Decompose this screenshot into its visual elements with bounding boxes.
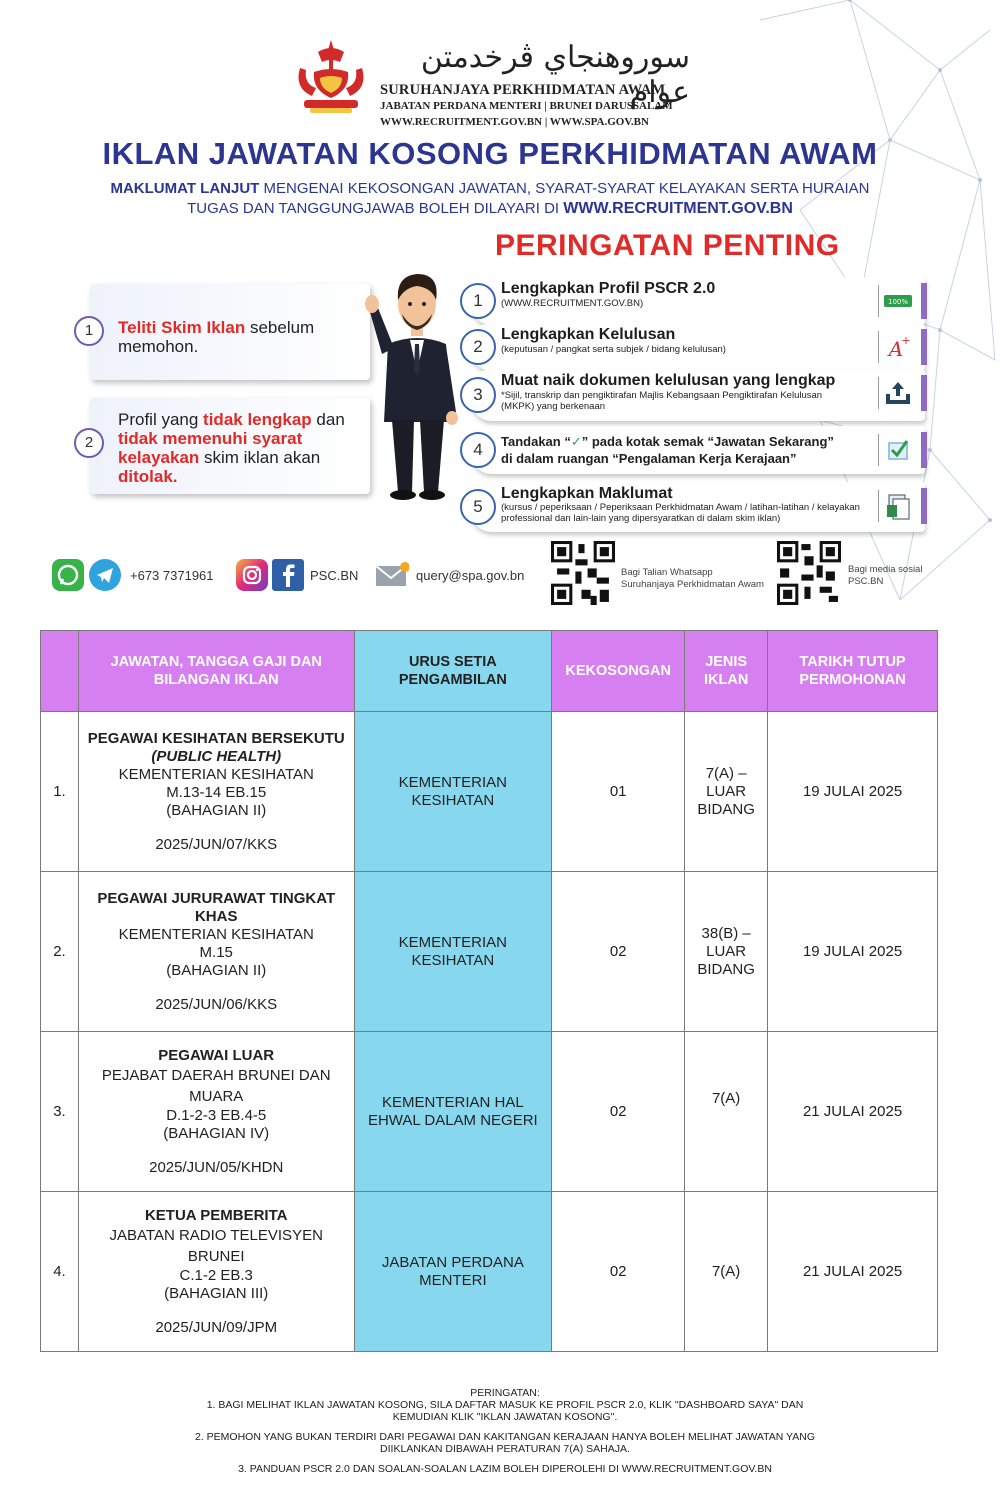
row-number: 3. [41,1032,79,1192]
info-line-1-text: MENGENAI KEKOSONGAN JAWATAN, SYARAT-SYARAT KELAYAKAN SERTA HURAIAN [259,180,870,197]
position-ministry: PEJABAT DAERAH BRUNEI DAN MUARA [101,1066,331,1105]
row-number: 2. [41,872,79,1032]
position-title-italic: (PUBLIC HEALTH) [151,747,282,765]
grade-a-plus-icon [883,332,913,362]
tarikh-tutup-cell: 21 JULAI 2025 [768,1032,938,1192]
position-ministry: KEMENTERIAN KESIHATAN [118,765,314,783]
progress-icon-label: 100% [887,298,909,306]
step-accent-bar [921,488,927,524]
jenis-iklan-cell: 7(A) [685,1032,768,1192]
header-jawatan: JAWATAN, TANGGA GAJI DAN BILANGAN IKLAN [78,631,354,712]
jenis-iklan-cell [685,872,768,1032]
step-title-b: ” pada kotak semak “Jawatan Sekarang” [581,434,834,449]
social-handle[interactable]: PSC.BN [310,568,359,583]
check-icon: ✓ [570,434,582,449]
notes-heading: PERINGATAN: [470,1387,540,1399]
step-number: 1 [460,283,496,319]
step-title-line2: di dalam ruangan “Pengalaman Kerja Kerajaan” [501,451,797,466]
tip-card-2 [84,398,370,494]
step-subtitle: (WWW.RECRUITMENT.GOV.BN) [501,298,644,309]
tip-plain: Profil yang [118,410,204,429]
recruitment-url[interactable]: WWW.RECRUITMENT.GOV.BN [563,200,793,217]
ad-reference: 2025/JUN/07/KKS [155,835,278,853]
tip-number: 1 [74,316,104,346]
tip-text [118,410,363,486]
qr-caption-line: PSC.BN [848,576,884,587]
header-urus-setia: URUS SETIA PENGAMBILAN [354,631,552,712]
header-kekosongan: KEKOSONGAN [552,631,685,712]
step-3 [470,369,925,421]
position-cell [78,1192,354,1352]
tip-number: 2 [74,428,104,458]
qr-caption-line: Suruhanjaya Perkhidmatan Awam [621,579,764,590]
position-title [85,1207,348,1225]
step-5 [470,482,925,532]
tip-plain: dan [311,410,345,429]
step-number: 2 [460,329,496,365]
position-title [85,890,348,926]
email-glyph [375,561,409,589]
table-row [41,712,938,872]
telegram-icon[interactable] [89,559,121,591]
step-divider [878,285,879,317]
step-subtitle: *Sijil, transkrip dan pengiktirafan Majlis Kebangsaan Pengiktirafan Kelulusan (MKPK) yang berkenaan [501,390,823,412]
step-title [501,434,834,450]
jenis-iklan-cell [685,712,768,872]
urus-setia-cell: KEMENTERIAN HAL EHWAL DALAM NEGERI [354,1032,552,1192]
ad-reference: 2025/JUN/06/KKS [155,995,278,1013]
step-title: Lengkapkan Profil PSCR 2.0 [501,280,716,297]
step-1 [470,277,925,325]
vacancy-table [40,630,938,1352]
salary-scale: M.13-14 EB.15 [166,783,267,801]
footer-notes [100,1387,910,1483]
step-accent-bar [921,432,927,468]
position-title-text: PEGAWAI LUAR [158,1046,275,1064]
social-qr-code[interactable] [777,541,841,605]
email-icon[interactable] [375,561,409,589]
division: (BAHAGIAN IV) [163,1124,270,1142]
position-ministry: JABATAN RADIO TELEVISYEN BRUNEI [109,1226,323,1265]
facebook-icon[interactable] [272,559,304,591]
note-item: 1. BAGI MELIHAT IKLAN JAWATAN KOSONG, SILA DAFTAR MASUK KE PROFIL PSCR 2.0, KLIK "DASHBOARD SAYA" DAN KEMUDIAN KLIK "IKLAN JAWATAN KOSONG". [206,1399,804,1423]
urus-setia-cell: KEMENTERIAN KESIHATAN [354,712,552,872]
jenis-iklan-text: 38(B) – LUAR BIDANG [697,924,755,978]
salary-scale: M.15 [199,943,233,961]
phone-number[interactable]: +673 7371961 [130,568,214,583]
grade-icon-label: A [888,337,904,361]
brunei-crest-icon [290,38,372,116]
step-title: Lengkapkan Kelulusan [501,326,676,343]
ad-reference: 2025/JUN/05/KHDN [149,1158,284,1176]
step-title: Lengkapkan Maklumat [501,485,673,502]
documents-stack-icon [883,491,913,521]
info-line-2 [0,200,980,218]
org-name: SURUHANJAYA PERKHIDMATAN AWAM [380,82,666,98]
division: (BAHAGIAN III) [164,1284,269,1302]
position-title [85,1047,348,1065]
salary-scale: D.1-2-3 EB.4-5 [166,1106,267,1124]
whatsapp-glyph [52,559,84,591]
whatsapp-qr-code[interactable] [551,541,615,605]
step-4 [470,426,925,474]
tip-highlight: Teliti Skim Iklan [118,318,246,337]
position-ministry: KEMENTERIAN KESIHATAN [118,925,314,943]
step-title-a: Tandakan “ [501,434,571,449]
step-number: 3 [460,377,496,413]
step-subtitle: (keputusan / pangkat serta subjek / bidang kelulusan) [501,344,726,355]
businessman-illustration [360,262,475,502]
qr-whatsapp-caption [621,567,764,591]
step-divider [878,377,879,409]
position-title-text: PEGAWAI JURURAWAT TINGKAT KHAS [97,889,336,925]
qr-caption-line: Bagi media sosial [848,564,923,575]
step-number: 4 [460,432,496,468]
step-divider [878,331,879,363]
jawi-title: سوروهنجاي ڤرخدمتن عوام [420,40,690,110]
instagram-glyph [236,559,268,591]
info-bold-lead: MAKLUMAT LANJUT [110,180,260,197]
tarikh-tutup-cell: 19 JULAI 2025 [768,872,938,1032]
step-2 [470,323,925,371]
position-title [85,730,348,766]
tarikh-tutup-cell: 21 JULAI 2025 [768,1192,938,1352]
telegram-glyph [89,559,121,591]
websites-line: WWW.RECRUITMENT.GOV.BN | WWW.SPA.GOV.BN [380,116,649,128]
grade-plus: + [901,334,911,347]
tip-text [118,318,363,356]
step-subtitle: (kursus / peperiksaan / Peperiksaan Perkhidmatan Awam / latihan-latihan / kelayakan professional dan lain-lain yang dipersyaratkan di dalam skim iklan) [501,502,860,524]
step-accent-bar [921,283,927,319]
position-cell [78,712,354,872]
row-number: 1. [41,712,79,872]
table-row [41,1192,938,1352]
position-title-text: KETUA PEMBERITA [144,1206,288,1224]
division: (BAHAGIAN II) [166,961,267,979]
table-header-row [41,631,938,712]
salary-scale: C.1-2 EB.3 [179,1266,253,1284]
poster-header [0,0,1000,625]
step-accent-bar [921,375,927,411]
tarikh-tutup-cell: 19 JULAI 2025 [768,712,938,872]
urus-setia-cell: JABATAN PERDANA MENTERI [354,1192,552,1352]
tip-card-1 [84,284,370,380]
tip-highlight: tidak memenuhi syarat kelayakan [118,429,303,467]
upload-tray-icon [883,378,913,408]
step-title: Muat naik dokumen kelulusan yang lengkap [501,372,836,389]
progress-100-icon [883,286,913,316]
department-line: JABATAN PERDANA MENTERI | BRUNEI DARUSSALAM [380,100,673,112]
step-divider [878,490,879,522]
tip-highlight: tidak lengkap [203,410,312,429]
position-cell [78,872,354,1032]
note-item: 2. PEMOHON YANG BUKAN TERDIRI DARI PEGAWAI DAN KAKITANGAN KERAJAAN HANYA BOLEH MELIHAT JAWATAN YANG DIIKLANKAN DIBAWAH PERATURAN 7(A) SAHAJA. [194,1431,815,1455]
kekosongan-cell: 02 [552,872,685,1032]
division: (BAHAGIAN II) [166,801,267,819]
row-number: 4. [41,1192,79,1352]
instagram-icon[interactable] [236,559,268,591]
kekosongan-cell: 02 [552,1032,685,1192]
step-number: 5 [460,489,496,525]
position-cell [78,1032,354,1192]
ad-reference: 2025/JUN/09/JPM [155,1318,278,1336]
info-line-2-text: TUGAS DAN TANGGUNGJAWAB BOLEH DILAYARI DI [187,200,564,217]
info-line-1 [0,180,980,197]
tip-highlight: ditolak. [118,467,178,486]
table-row [41,1032,938,1192]
header-no [41,631,79,712]
header-tarikh-tutup: TARIKH TUTUP PERMOHONAN [768,631,938,712]
kekosongan-cell: 02 [552,1192,685,1352]
page-title: IKLAN JAWATAN KOSONG PERKHIDMATAN AWAM [102,136,878,171]
position-title-text: PEGAWAI KESIHATAN BERSEKUTU [87,729,345,747]
step-divider [878,434,879,466]
urus-setia-cell: KEMENTERIAN KESIHATAN [354,872,552,1032]
header-jenis-iklan: JENIS IKLAN [685,631,768,712]
jenis-iklan-text: 7(A) – LUAR BIDANG [697,764,755,818]
step-accent-bar [921,329,927,365]
whatsapp-icon[interactable] [52,559,84,591]
qr-social-caption [848,564,922,588]
table-row [41,872,938,1032]
email-address[interactable]: query@spa.gov.bn [416,568,525,583]
warning-title: PERINGATAN PENTING [495,229,840,262]
checkbox-icon [883,435,913,465]
note-item: 3. PANDUAN PSCR 2.0 DAN SOALAN-SOALAN LAZIM BOLEH DIPEROLEHI DI WWW.RECRUITMENT.GOV.BN [238,1463,772,1475]
kekosongan-cell: 01 [552,712,685,872]
tip-plain: skim iklan akan [199,448,321,467]
facebook-glyph [272,559,304,591]
qr-caption-line: Bagi Talian Whatsapp [621,567,713,578]
tip-plain: sebelum memohon. [118,318,315,356]
jenis-iklan-cell: 7(A) [685,1192,768,1352]
